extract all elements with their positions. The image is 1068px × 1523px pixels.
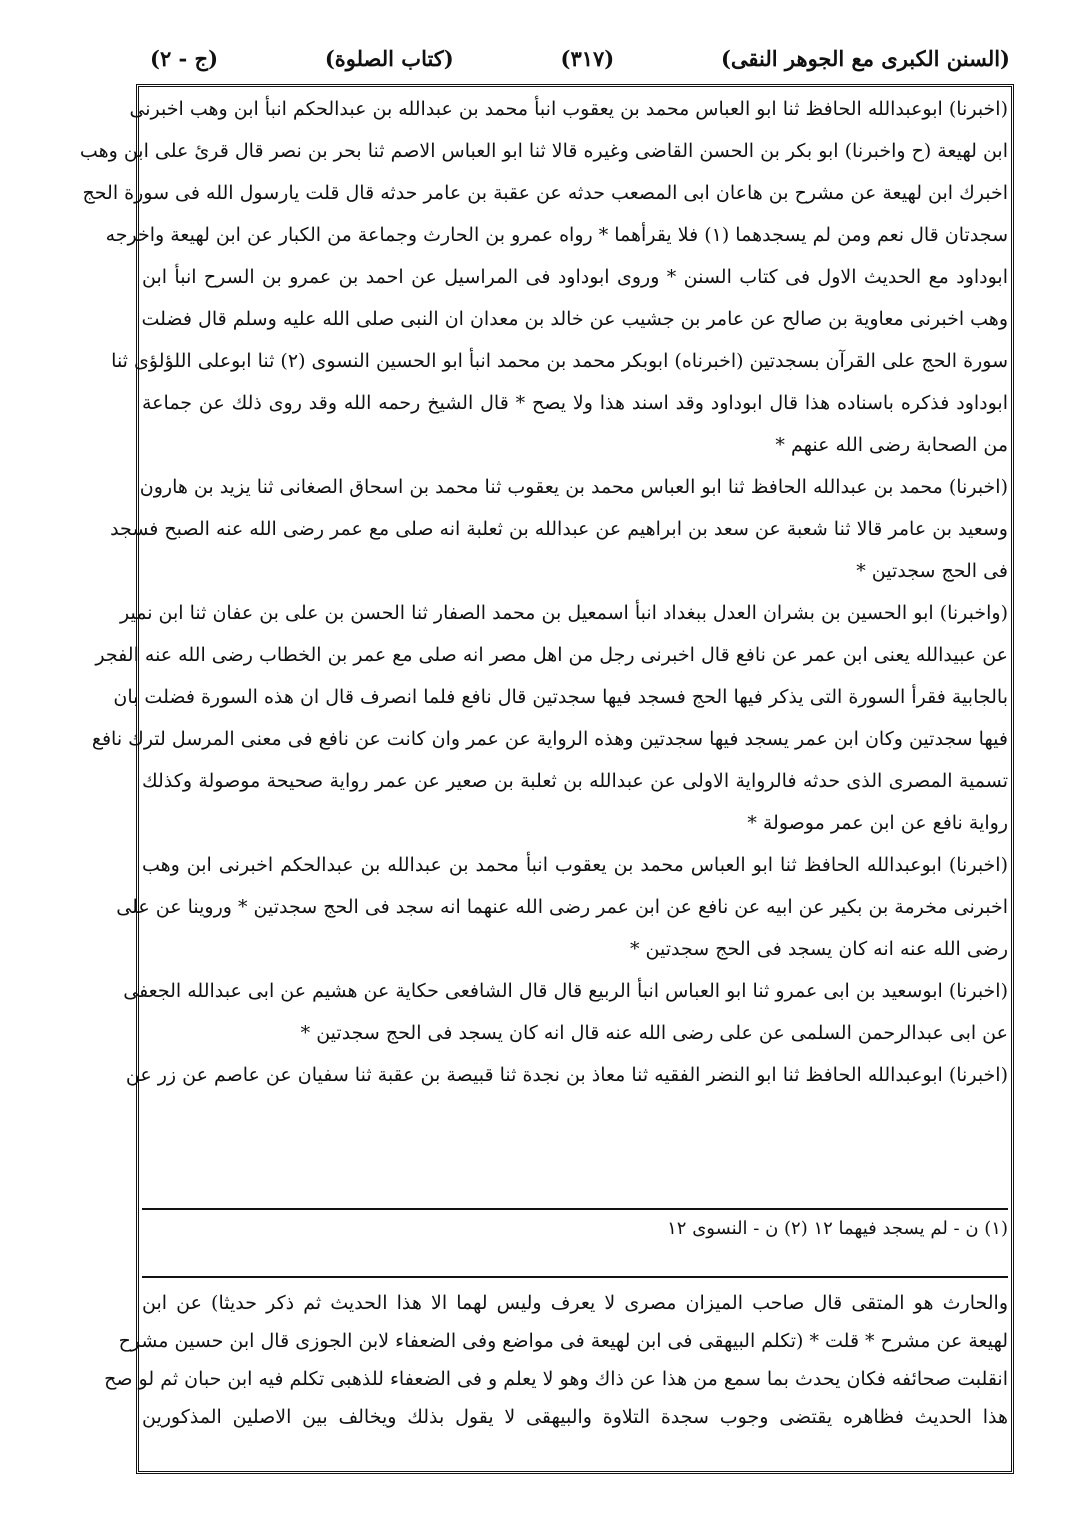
text-line: بالجابية فقرأ السورة التى يذكر فيها الحج فسجد فيها سجدتين قال نافع فلما انصرف قال ان هذه السورة فضلت بان: [113, 686, 1008, 708]
text-line: ابوداود فذكره باسناده هذا قال ابوداود وقد اسند هذا ولا يصح * قال الشيخ رحمه الله وقد روى ذلك عن جماعة: [142, 392, 1008, 414]
volume-label: (ج - ٢): [150, 45, 219, 71]
chapter-title: (كتاب الصلوة): [324, 45, 454, 71]
text-line: تسمية المصرى الذى حدثه فالرواية الاولى عن عبدالله بن ثعلبة بن صعير عن عمر رواية صحيحة موصولة وكذلك: [142, 770, 1008, 792]
text-line: اخبرنى مخرمة بن بكير عن ابيه عن نافع عن ابن عمر رضى الله عنهما انه سجد فى الحج سجدتين * وروينا عن على: [116, 896, 1008, 918]
text-line: ابوداود مع الحديث الاول فى كتاب السنن * وروى ابوداود فى المراسيل عن احمد بن عمرو بن السرح انبأ ابن: [142, 266, 1008, 288]
note-line: والحارث هو المتقى قال صاحب الميزان مصرى لا يعرف وليس لهما الا هذا الحديث ثم ذكر حديثا) عن ابن: [142, 1292, 1008, 1314]
book-title: (السنن الكبرى مع الجوهر النقى): [720, 45, 1010, 71]
text-line: ابن لهيعة (ح واخبرنا) ابو بكر بن الحسن القاضى وغيره قالا ثنا ابو العباس الاصم ثنا بحر بن نصر قال قرئ على ابن وهب: [79, 140, 1008, 162]
main-text: [79, 88, 1008, 1096]
text-line: (اخبرنا) ابوعبدالله الحافظ ثنا ابو العباس محمد بن يعقوب انبأ محمد بن عبدالله بن عبدالحكم انبأ ابن وهب اخبرنى: [129, 98, 1008, 120]
footnote: (١) ن - لم يسجد فيهما ١٢ (٢) ن - النسوى ١٢: [667, 1218, 1008, 1239]
jawhar-notes: [104, 1284, 1008, 1436]
note-line: هذا الحديث فظاهره يقتضى وجوب سجدة التلاوة والبيهقى لا يقول بذلك ويخالف بين الاصلين المذكورين: [142, 1406, 1008, 1428]
text-line: (واخبرنا) ابو الحسين بن بشران العدل ببغداد انبأ اسمعيل بن محمد الصفار ثنا الحسن بن على بن عفان ثنا ابن نمير: [120, 602, 1008, 624]
footnote-divider: [142, 1208, 1008, 1210]
text-line: (اخبرنا) ابوسعيد بن ابى عمرو ثنا ابو العباس انبأ الربيع قال قال الشافعى حكاية عن هشيم عن ابى عبدالله الجعفى: [123, 980, 1008, 1002]
text-line: فيها سجدتين وكان ابن عمر يسجد فيها سجدتين وهذه الرواية عن عمر وان كانت عن نافع فى معنى المرسل لترك نافع: [91, 728, 1008, 750]
text-line: سجدتان قال نعم ومن لم يسجدهما (١) فلا يقرأهما * رواه عمرو بن الحارث وجماعة من الكبار عن ابن لهيعة واخرجه: [105, 224, 1008, 246]
text-line: فى الحج سجدتين *: [856, 560, 1008, 582]
text-line: رضى الله عنه انه كان يسجد فى الحج سجدتين *: [630, 938, 1008, 960]
note-line: انقلبت صحائفه فكان يحدث بما سمع من هذا عن ذاك وهو لا يعلم و فى الضعفاء للذهبى تكلم فيه ابن حبان ثم لو صح: [104, 1368, 1008, 1390]
text-line: اخبرك ابن لهيعة عن مشرح بن هاعان ابى المصعب حدثه عن عقبة بن عامر حدثه قال قلت يارسول الله فى سورة الحج: [82, 182, 1008, 204]
page-header: [150, 38, 1010, 78]
page-number: (٣١٧): [560, 45, 615, 71]
text-line: (اخبرنا) ابوعبدالله الحافظ ثنا ابو النضر الفقيه ثنا معاذ بن نجدة ثنا قبيصة بن عقبة ثنا سفيان عن عاصم عن زر عن: [125, 1064, 1008, 1086]
section-divider: [142, 1276, 1008, 1278]
text-line: عن ابى عبدالرحمن السلمى عن على رضى الله عنه قال انه كان يسجد فى الحج سجدتين *: [300, 1022, 1008, 1044]
text-line: من الصحابة رضى الله عنهم *: [775, 434, 1008, 456]
text-line: وهب اخبرنى معاوية بن صالح عن عامر بن جشيب عن خالد بن معدان ان النبى صلى الله عليه وسلم قال فضلت: [141, 308, 1008, 330]
text-line: وسعيد بن عامر قالا ثنا شعبة عن سعد بن ابراهيم عن عبدالله بن ثعلبة انه صلى مع عمر رضى الله عنه الصبح فسجد: [110, 518, 1008, 540]
text-line: (اخبرنا) محمد بن عبدالله الحافظ ثنا ابو العباس محمد بن يعقوب ثنا محمد بن اسحاق الصغانى ثنا يزيد بن هارون: [139, 476, 1008, 498]
note-line: لهيعة عن مشرح * قلت * (تكلم البيهقى فى ابن لهيعة فى مواضع وفى الضعفاء لابن الجوزى قال ابن حسين مشرح: [118, 1330, 1008, 1352]
text-line: رواية نافع عن ابن عمر موصولة *: [747, 812, 1008, 834]
text-line: عن عبيدالله يعنى ابن عمر عن نافع قال اخبرنى رجل من اهل مصر انه صلى مع عمر بن الخطاب رضى الله عنه الفجر: [95, 644, 1008, 666]
text-line: سورة الحج على القرآن بسجدتين (اخبرناه) ابوبكر محمد بن محمد انبأ ابو الحسين النسوى (٢) ثنا ابوعلى اللؤلؤى ثنا: [111, 350, 1008, 372]
text-line: (اخبرنا) ابوعبدالله الحافظ ثنا ابو العباس محمد بن يعقوب انبأ محمد بن عبدالله بن عبدالحكم اخبرنى ابن وهب: [142, 854, 1008, 876]
